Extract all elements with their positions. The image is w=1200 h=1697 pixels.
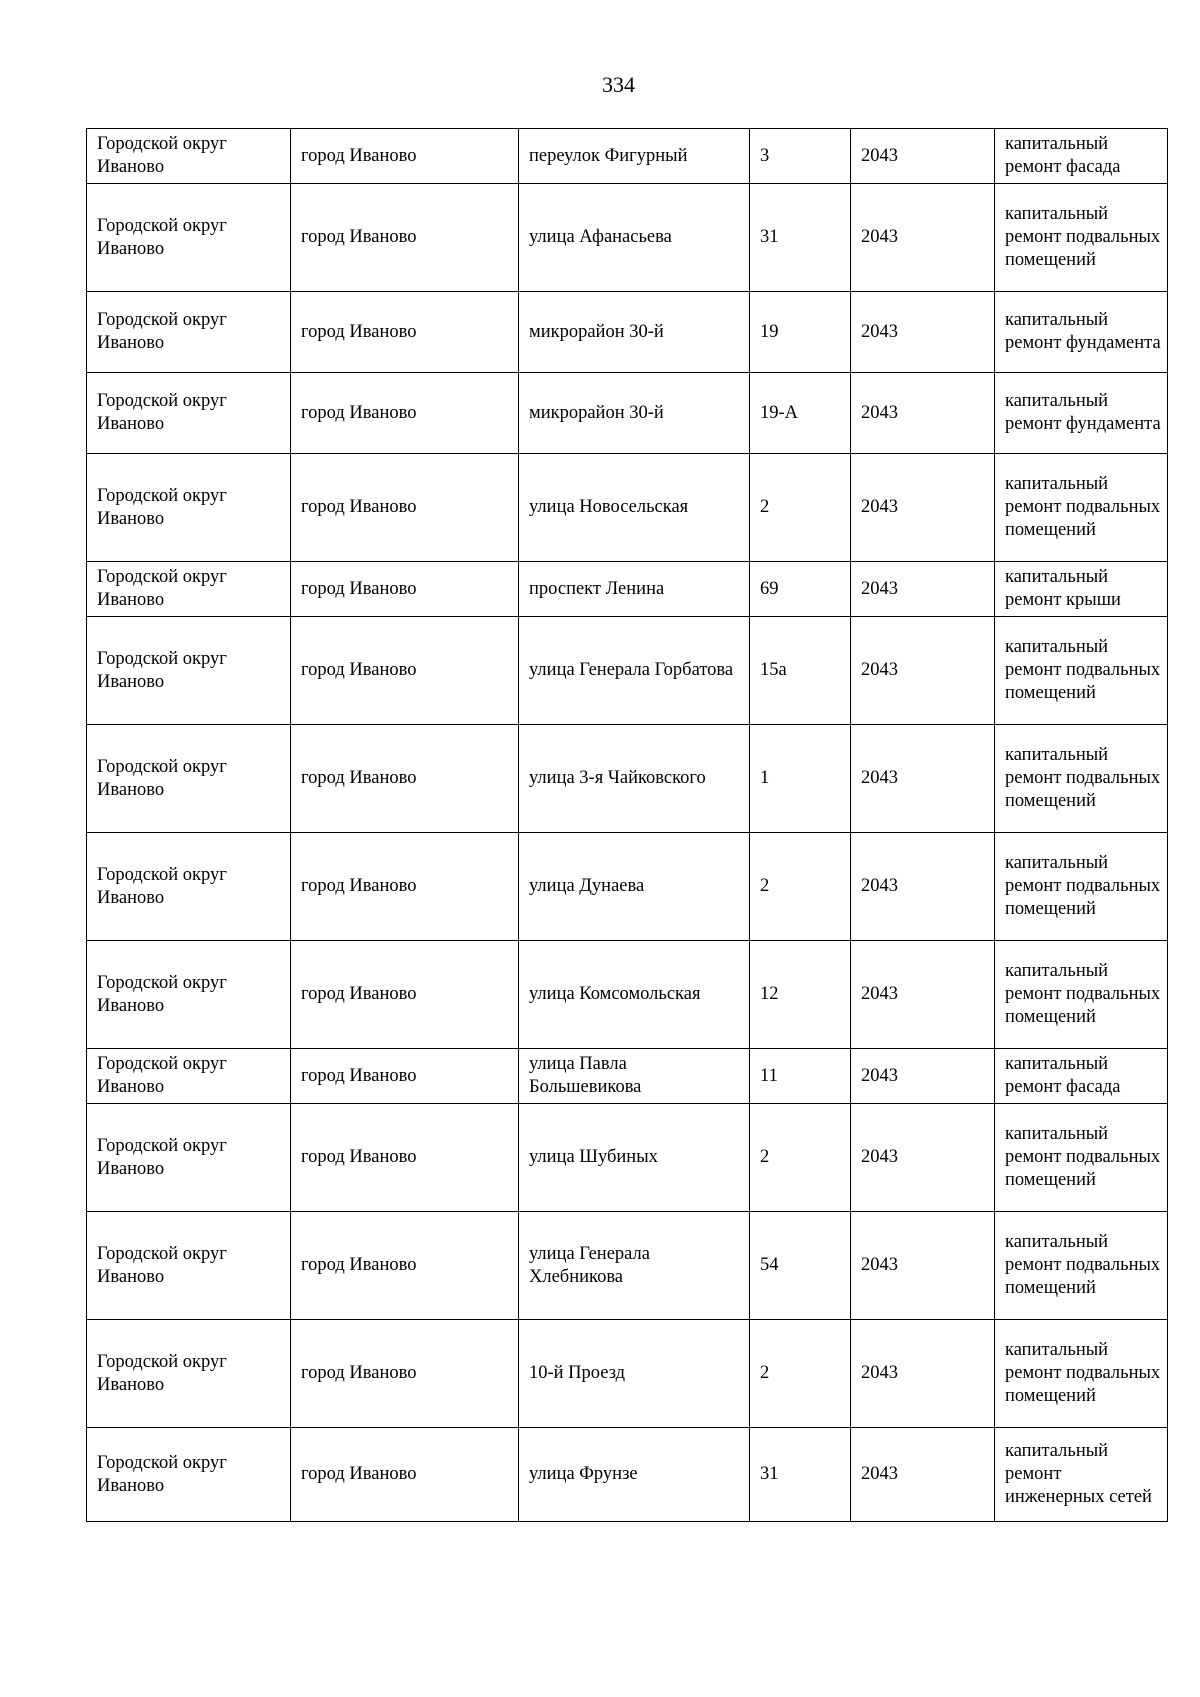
municipality-cell: Городской округ Иваново xyxy=(87,1049,291,1104)
settlement-cell: город Иваново xyxy=(291,941,519,1049)
house-number-cell: 3 xyxy=(750,129,851,184)
year-cell: 2043 xyxy=(851,292,995,373)
municipality-cell: Городской округ Иваново xyxy=(87,1104,291,1212)
year-cell: 2043 xyxy=(851,1049,995,1104)
house-number-cell: 12 xyxy=(750,941,851,1049)
table-row xyxy=(87,1320,1168,1428)
table-row xyxy=(87,833,1168,941)
street-cell: улица Дунаева xyxy=(519,833,750,941)
work-type-cell: капитальный ремонт подвальных помещений xyxy=(995,1104,1168,1212)
municipality-cell: Городской округ Иваново xyxy=(87,941,291,1049)
work-type-cell: капитальный ремонт фундамента xyxy=(995,292,1168,373)
house-number-cell: 1 xyxy=(750,725,851,833)
settlement-cell: город Иваново xyxy=(291,1049,519,1104)
municipality-cell: Городской округ Иваново xyxy=(87,292,291,373)
municipality-cell: Городской округ Иваново xyxy=(87,725,291,833)
house-number-cell: 31 xyxy=(750,1428,851,1522)
settlement-cell: город Иваново xyxy=(291,292,519,373)
house-number-cell: 15а xyxy=(750,617,851,725)
house-number-cell: 2 xyxy=(750,1320,851,1428)
house-number-cell: 11 xyxy=(750,1049,851,1104)
year-cell: 2043 xyxy=(851,725,995,833)
work-type-cell: капитальный ремонт инженерных сетей xyxy=(995,1428,1168,1522)
table-row xyxy=(87,129,1168,184)
table-row xyxy=(87,292,1168,373)
work-type-cell: капитальный ремонт подвальных помещений xyxy=(995,1212,1168,1320)
municipality-cell: Городской округ Иваново xyxy=(87,617,291,725)
municipality-cell: Городской округ Иваново xyxy=(87,833,291,941)
year-cell: 2043 xyxy=(851,373,995,454)
table-row xyxy=(87,617,1168,725)
work-type-cell: капитальный ремонт подвальных помещений xyxy=(995,941,1168,1049)
table-row xyxy=(87,373,1168,454)
house-number-cell: 19-А xyxy=(750,373,851,454)
house-number-cell: 2 xyxy=(750,454,851,562)
work-type-cell: капитальный ремонт подвальных помещений xyxy=(995,1320,1168,1428)
house-number-cell: 31 xyxy=(750,184,851,292)
settlement-cell: город Иваново xyxy=(291,617,519,725)
year-cell: 2043 xyxy=(851,833,995,941)
year-cell: 2043 xyxy=(851,454,995,562)
house-number-cell: 2 xyxy=(750,833,851,941)
table-row xyxy=(87,725,1168,833)
house-number-cell: 54 xyxy=(750,1212,851,1320)
table-row xyxy=(87,1212,1168,1320)
work-type-cell: капитальный ремонт фундамента xyxy=(995,373,1168,454)
work-type-cell: капитальный ремонт фасада xyxy=(995,129,1168,184)
year-cell: 2043 xyxy=(851,184,995,292)
table-row xyxy=(87,941,1168,1049)
work-type-cell: капитальный ремонт подвальных помещений xyxy=(995,725,1168,833)
table-row xyxy=(87,562,1168,617)
street-cell: улица Новосельская xyxy=(519,454,750,562)
street-cell: микрорайон 30-й xyxy=(519,373,750,454)
work-type-cell: капитальный ремонт подвальных помещений xyxy=(995,833,1168,941)
settlement-cell: город Иваново xyxy=(291,184,519,292)
year-cell: 2043 xyxy=(851,617,995,725)
settlement-cell: город Иваново xyxy=(291,454,519,562)
work-type-cell: капитальный ремонт крыши xyxy=(995,562,1168,617)
street-cell: улица Павла Большевикова xyxy=(519,1049,750,1104)
settlement-cell: город Иваново xyxy=(291,725,519,833)
settlement-cell: город Иваново xyxy=(291,1212,519,1320)
year-cell: 2043 xyxy=(851,129,995,184)
work-type-cell: капитальный ремонт подвальных помещений xyxy=(995,617,1168,725)
street-cell: улица Шубиных xyxy=(519,1104,750,1212)
municipality-cell: Городской округ Иваново xyxy=(87,1428,291,1522)
municipality-cell: Городской округ Иваново xyxy=(87,129,291,184)
year-cell: 2043 xyxy=(851,1428,995,1522)
municipality-cell: Городской округ Иваново xyxy=(87,373,291,454)
page-number: 334 xyxy=(602,72,635,97)
year-cell: 2043 xyxy=(851,941,995,1049)
street-cell: улица Генерала Хлебникова xyxy=(519,1212,750,1320)
year-cell: 2043 xyxy=(851,1212,995,1320)
settlement-cell: город Иваново xyxy=(291,1320,519,1428)
street-cell: улица Фрунзе xyxy=(519,1428,750,1522)
settlement-cell: город Иваново xyxy=(291,129,519,184)
street-cell: улица Генерала Горбатова xyxy=(519,617,750,725)
table-body xyxy=(87,129,1168,1522)
municipality-cell: Городской округ Иваново xyxy=(87,1320,291,1428)
street-cell: улица 3-я Чайковского xyxy=(519,725,750,833)
municipality-cell: Городской округ Иваново xyxy=(87,184,291,292)
table-row xyxy=(87,1049,1168,1104)
year-cell: 2043 xyxy=(851,1104,995,1212)
street-cell: переулок Фигурный xyxy=(519,129,750,184)
table-row xyxy=(87,1104,1168,1212)
table-row xyxy=(87,184,1168,292)
year-cell: 2043 xyxy=(851,562,995,617)
settlement-cell: город Иваново xyxy=(291,373,519,454)
repair-schedule-table xyxy=(86,128,1168,1522)
settlement-cell: город Иваново xyxy=(291,1104,519,1212)
street-cell: микрорайон 30-й xyxy=(519,292,750,373)
work-type-cell: капитальный ремонт фасада xyxy=(995,1049,1168,1104)
settlement-cell: город Иваново xyxy=(291,562,519,617)
settlement-cell: город Иваново xyxy=(291,1428,519,1522)
street-cell: проспект Ленина xyxy=(519,562,750,617)
street-cell: 10-й Проезд xyxy=(519,1320,750,1428)
work-type-cell: капитальный ремонт подвальных помещений xyxy=(995,184,1168,292)
settlement-cell: город Иваново xyxy=(291,833,519,941)
table-row xyxy=(87,1428,1168,1522)
year-cell: 2043 xyxy=(851,1320,995,1428)
house-number-cell: 19 xyxy=(750,292,851,373)
street-cell: улица Афанасьева xyxy=(519,184,750,292)
work-type-cell: капитальный ремонт подвальных помещений xyxy=(995,454,1168,562)
municipality-cell: Городской округ Иваново xyxy=(87,1212,291,1320)
street-cell: улица Комсомольская xyxy=(519,941,750,1049)
municipality-cell: Городской округ Иваново xyxy=(87,454,291,562)
house-number-cell: 2 xyxy=(750,1104,851,1212)
house-number-cell: 69 xyxy=(750,562,851,617)
table-row xyxy=(87,454,1168,562)
municipality-cell: Городской округ Иваново xyxy=(87,562,291,617)
